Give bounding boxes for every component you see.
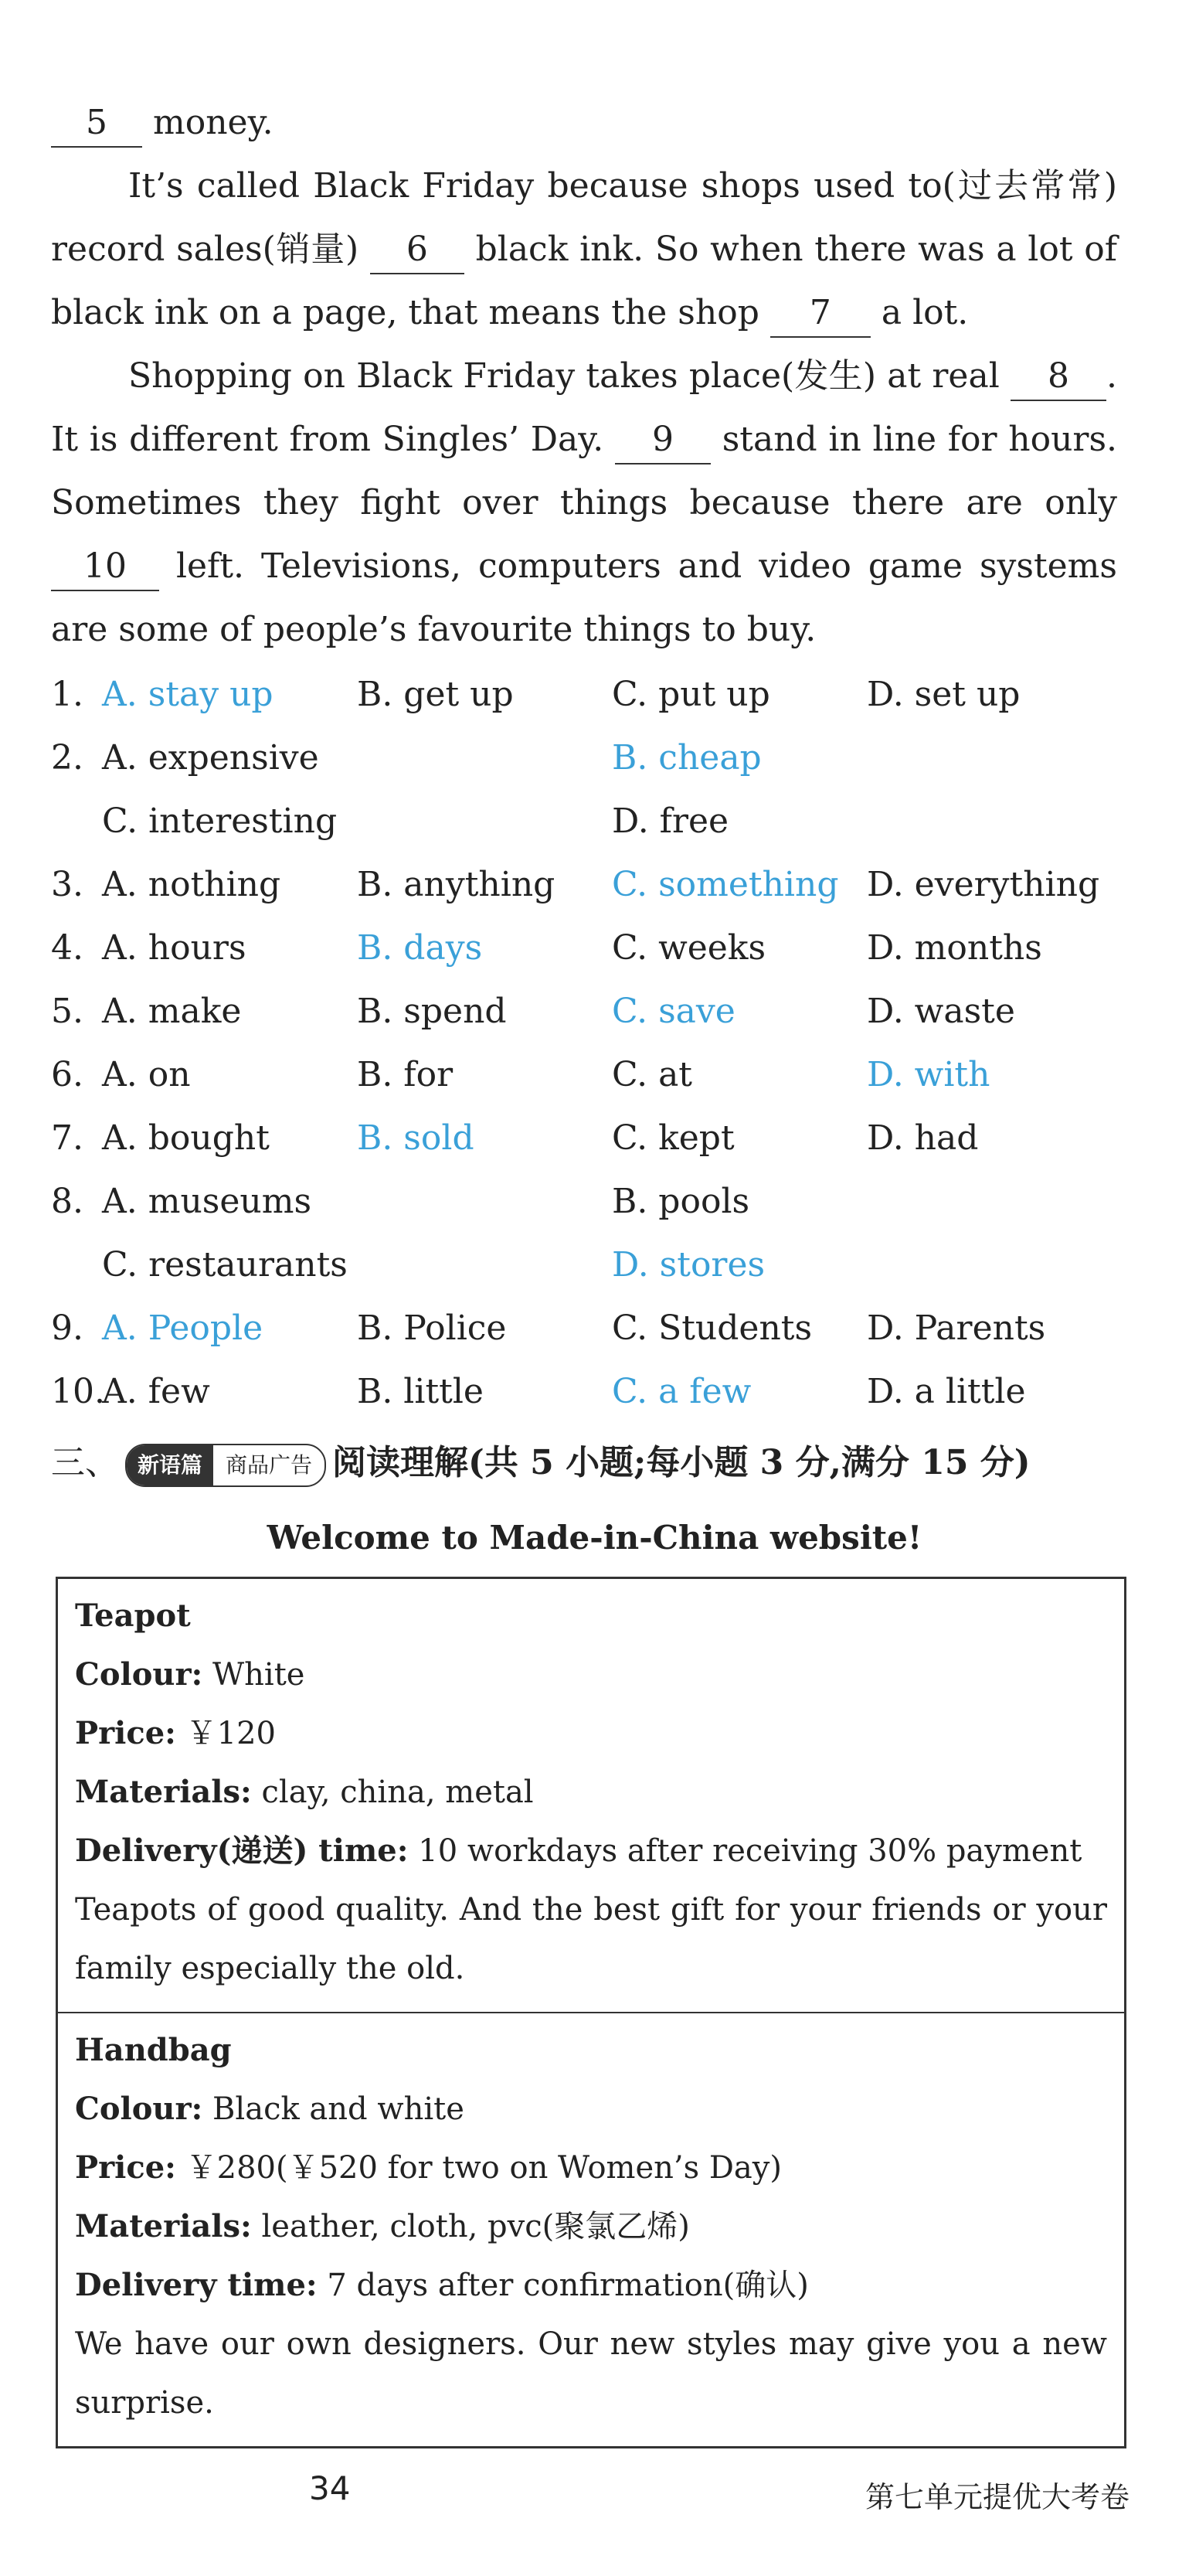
product-delivery: Delivery time: 7 days after confirmation(确认) (75, 2267, 809, 2303)
option-b-correct: B. cheap (612, 738, 762, 778)
question-number: 5. (51, 992, 83, 1031)
option-d: D. had (867, 1118, 979, 1158)
passage-line-0 (51, 91, 1117, 155)
question-1 (51, 663, 1148, 727)
option-a: A. museums (102, 1182, 312, 1221)
blank-10: 10 (51, 543, 159, 591)
question-number: 7. (51, 1118, 83, 1158)
option-c: C. put up (612, 675, 770, 714)
option-a: A. hours (102, 928, 246, 968)
passage-text: . It is different from Singles’ Day. (51, 356, 1117, 459)
question-4 (51, 917, 1148, 980)
question-number: 10. (51, 1372, 105, 1411)
blank-9: 9 (615, 417, 711, 464)
option-a: A. on (102, 1055, 191, 1094)
section-title: 阅读理解(共 5 小题;每小题 3 分,满分 15 分) (332, 1443, 1031, 1482)
option-c: C. Students (612, 1308, 813, 1348)
product-materials: Materials: clay, china, metal (75, 1774, 534, 1810)
passage-text: stand in line for hours. Sometimes they fight over things because there are only (51, 420, 1118, 522)
option-a: A. nothing (102, 865, 281, 904)
product-name: Handbag (75, 2032, 232, 2068)
product-teapot (58, 1579, 1124, 2012)
option-b-correct: B. sold (357, 1118, 474, 1158)
passage-text: It’s called Black Friday because shops used to(过去常常) record sales(销量) (51, 166, 1117, 269)
badge-text-type: 商品广告 (226, 1451, 313, 1478)
option-c: C. at (612, 1055, 692, 1094)
option-d: D. free (612, 801, 729, 841)
product-description: We have our own designers. Our new styles may give you a new surprise. (75, 2326, 1107, 2421)
question-number: 9. (51, 1308, 83, 1348)
option-b-correct: B. days (357, 928, 483, 968)
question-number: 4. (51, 928, 83, 968)
option-b: B. get up (357, 675, 514, 714)
question-number: 2. (51, 738, 83, 778)
page-number: 34 (309, 2469, 351, 2507)
option-d: D. waste (867, 992, 1015, 1031)
option-b: B. Police (357, 1308, 507, 1348)
section-number: 三、 (51, 1443, 119, 1482)
option-a: A. make (102, 992, 242, 1031)
question-number: 8. (51, 1182, 83, 1221)
question-8 (51, 1170, 1148, 1297)
question-9 (51, 1297, 1148, 1360)
product-name: Teapot (75, 1598, 191, 1634)
product-colour: Colour: White (75, 1656, 305, 1693)
product-delivery: Delivery(递送) time: 10 workdays after receiving 30% payment (75, 1832, 1082, 1869)
option-b: B. spend (357, 992, 507, 1031)
product-price: Price: ￥120 (75, 1715, 276, 1751)
option-a: A. bought (102, 1118, 270, 1158)
blank-5: 5 (51, 100, 142, 148)
option-b: B. anything (357, 865, 555, 904)
option-c: C. kept (612, 1118, 735, 1158)
option-c: C. interesting (102, 801, 338, 841)
question-number: 3. (51, 865, 83, 904)
option-a-correct: A. People (102, 1308, 263, 1348)
option-d: D. everything (867, 865, 1100, 904)
question-3 (51, 853, 1148, 917)
product-colour: Colour: Black and white (75, 2091, 464, 2127)
passage-text: money. (142, 103, 273, 142)
option-d: D. months (867, 928, 1042, 968)
product-description: Teapots of good quality. And the best gift for your friends or your family especially the old. (75, 1892, 1107, 1986)
question-number: 6. (51, 1055, 83, 1094)
question-5 (51, 980, 1148, 1043)
option-d: D. set up (867, 675, 1021, 714)
question-7 (51, 1107, 1148, 1170)
option-c: C. weeks (612, 928, 766, 968)
product-handbag (58, 2012, 1124, 2446)
blank-6: 6 (370, 226, 464, 274)
passage-paragraph-2 (51, 345, 1117, 662)
section-badge (125, 1444, 326, 1487)
option-c: C. restaurants (102, 1245, 348, 1285)
option-c-correct: C. save (612, 992, 735, 1031)
passage-paragraph-1 (51, 155, 1117, 345)
product-materials: Materials: leather, cloth, pvc(聚氯乙烯) (75, 2208, 690, 2244)
option-b: B. for (357, 1055, 454, 1094)
passage-text: Shopping on Black Friday takes place(发生) at real (128, 356, 1011, 396)
option-d: D. Parents (867, 1308, 1046, 1348)
option-a: A. few (102, 1372, 210, 1411)
question-number: 1. (51, 675, 83, 714)
option-a-correct: A. stay up (102, 675, 273, 714)
question-10 (51, 1360, 1148, 1424)
question-6 (51, 1043, 1148, 1107)
option-d-correct: D. stores (612, 1245, 766, 1285)
option-c-correct: C. a few (612, 1372, 752, 1411)
badge-new-text: 新语篇 (127, 1445, 213, 1485)
blank-7: 7 (770, 290, 871, 338)
unit-title: 第七单元提优大考卷 (865, 2480, 1130, 2514)
product-table (56, 1577, 1126, 2448)
question-2 (51, 727, 1148, 853)
passage-text: left. Televisions, computers and video game systems are some of people’s favourite things to buy. (51, 546, 1117, 649)
option-b: B. little (357, 1372, 484, 1411)
option-d-correct: D. with (867, 1055, 990, 1094)
passage-text: a lot. (870, 293, 969, 332)
option-d: D. a little (867, 1372, 1026, 1411)
product-price: Price: ￥280(￥520 for two on Women’s Day) (75, 2149, 782, 2186)
option-c-correct: C. something (612, 865, 839, 904)
passage-text: black ink. So when there was a lot of black ink on a page, that means the shop (51, 230, 1117, 332)
option-b: B. pools (612, 1182, 750, 1221)
website-title: Welcome to Made-in-China website! (267, 1519, 922, 1557)
blank-8: 8 (1011, 353, 1106, 401)
option-a: A. expensive (102, 738, 319, 778)
section-header (51, 1436, 1031, 1490)
